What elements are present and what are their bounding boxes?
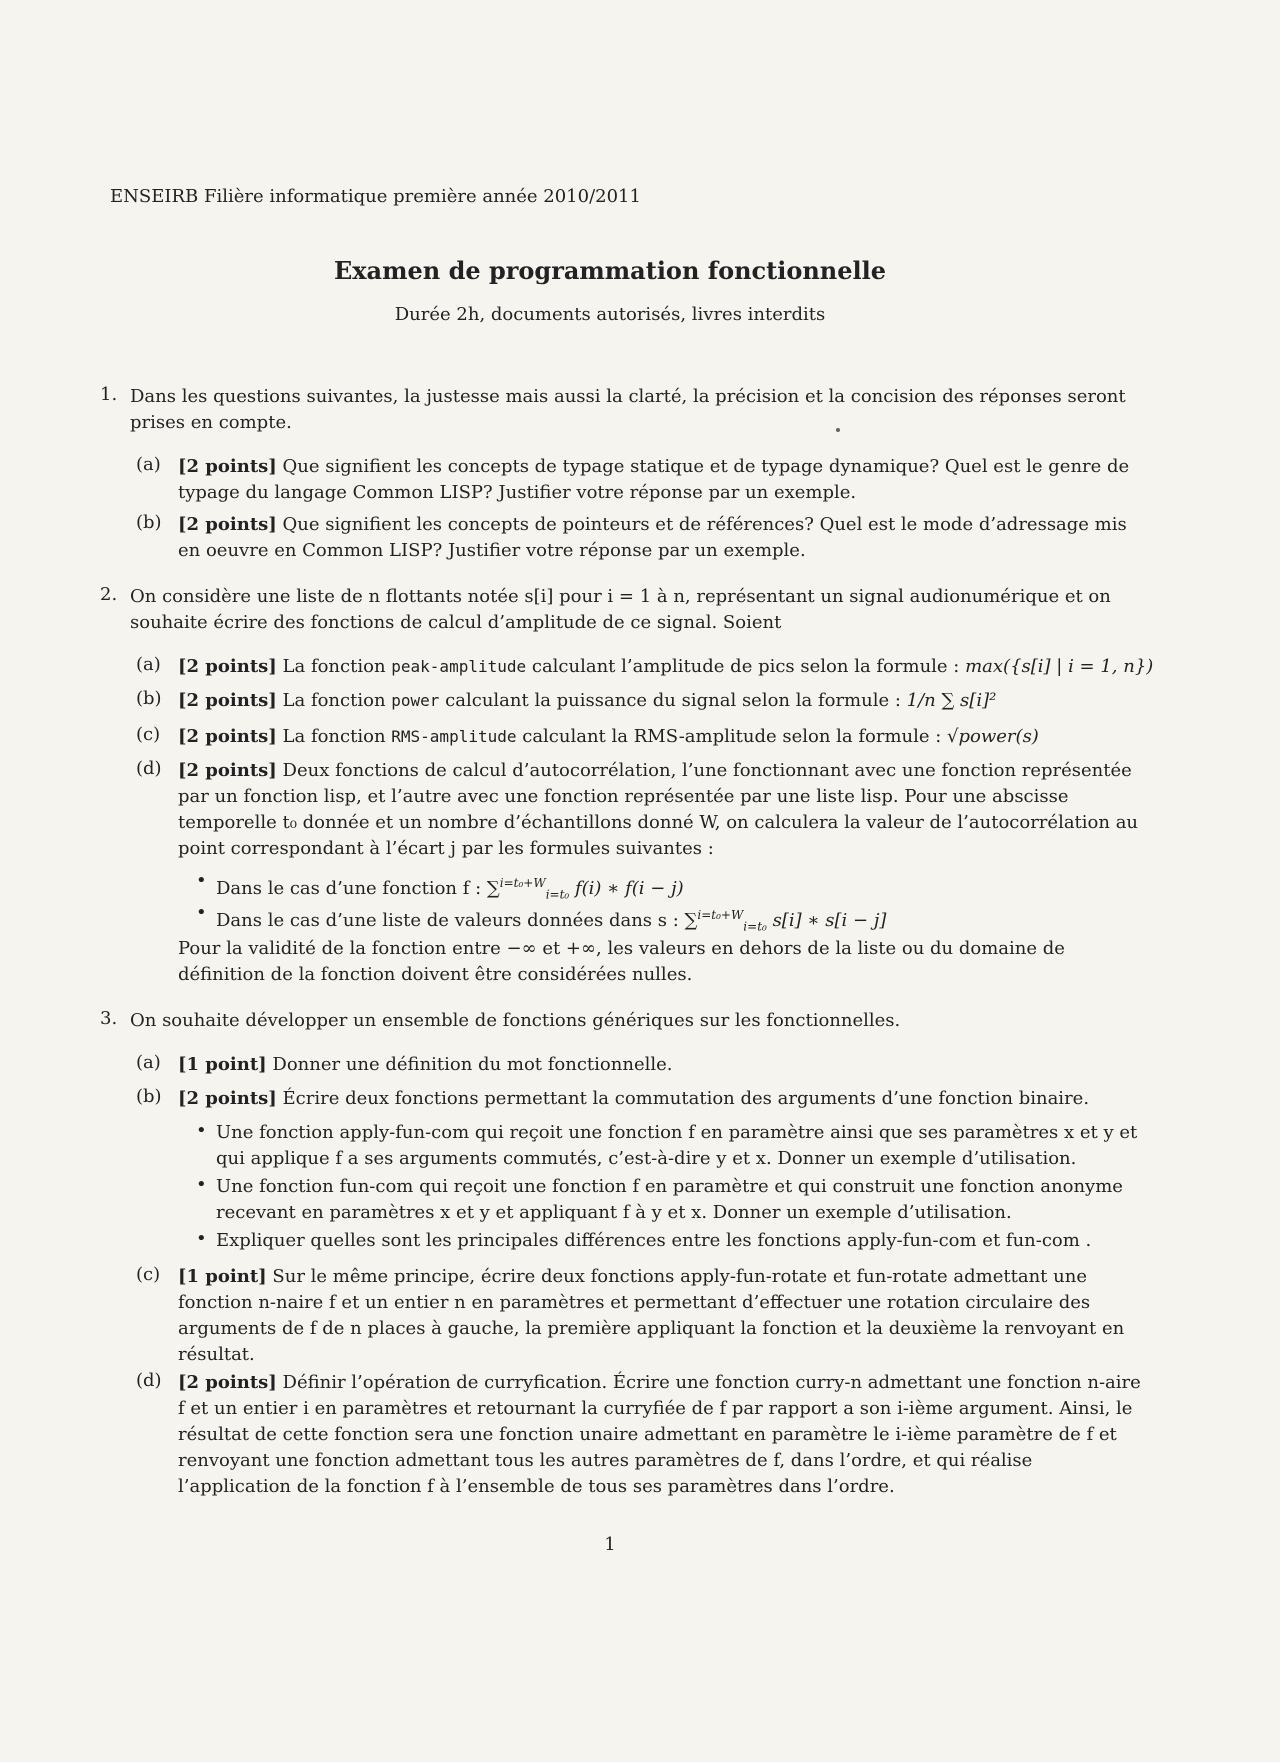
bullet-icon: • bbox=[196, 902, 207, 923]
q2b-code: power bbox=[391, 691, 440, 710]
q3c-points: [1 point] bbox=[178, 1266, 267, 1287]
bullet-icon: • bbox=[196, 1174, 207, 1195]
q2c-post: calculant la RMS-amplitude selon la formule : bbox=[522, 726, 942, 747]
q3a-points: [1 point] bbox=[178, 1054, 267, 1075]
bullet-icon: • bbox=[196, 1120, 207, 1141]
question-3-intro: On souhaite développer un ensemble de fonctions génériques sur les fonctionnelles. bbox=[130, 1010, 901, 1031]
q1a-text bbox=[178, 454, 1148, 506]
q2d-after: Pour la validité de la fonction entre −∞ et +∞, les valeurs en dehors de la liste ou du domaine de définition de la fonction doivent être considérées nulles. bbox=[178, 938, 1065, 985]
q2a-points: [2 points] bbox=[178, 656, 277, 677]
q3d-body: Définir l’opération de curryfication. Écrire une fonction curry-n admettant une fonction n-aire f et un entier i en paramètres et retournant la curryfiée de f par rapport a son i-ième argument. Ainsi, le résultat de cette fonction sera une fonction unaire admettant en paramètre le i-ième paramètre de f et renvoyant une fonction admettant tous les autres paramètres de f, dans l’ordre, et qui réalise l’application de la fonction f à l’ensemble de tous ses paramètres dans l’ordre. bbox=[178, 1372, 1141, 1497]
q2b-formula: 1/n ∑ s[i]² bbox=[906, 690, 997, 711]
ink-dot bbox=[836, 428, 840, 432]
q2a-pre: La fonction bbox=[282, 656, 386, 677]
q2d-points: [2 points] bbox=[178, 760, 277, 781]
question-1-number: 1. bbox=[100, 384, 118, 405]
q2d-text bbox=[178, 758, 1148, 862]
q2d-bullet-2-text: Dans le cas d’une liste de valeurs données dans s : bbox=[216, 910, 679, 931]
q2c-points: [2 points] bbox=[178, 726, 277, 747]
q2d-bullet-1-text: Dans le cas d’une fonction f : bbox=[216, 878, 482, 899]
q2d-body: Deux fonctions de calcul d’autocorrélation, l’une fonctionnant avec une fonction représentée par un fonction lisp, et l’autre avec une fonction représentée par une liste lisp. Pour une abscisse temporelle t₀ donnée et un nombre d’échantillons donné W, on calculera la valeur de l’autocorrélation au point correspondant à l’écart j par les formules suivantes : bbox=[178, 760, 1139, 859]
q2c-pre: La fonction bbox=[282, 726, 386, 747]
q2c-code: RMS-amplitude bbox=[391, 727, 517, 746]
q2a-formula: max({s[i] | i = 1, n}) bbox=[965, 656, 1154, 677]
q2d-label: (d) bbox=[136, 758, 162, 779]
q2c-text bbox=[178, 724, 1148, 750]
q2b-pre: La fonction bbox=[282, 690, 386, 711]
q1b-points: [2 points] bbox=[178, 514, 277, 535]
q2a-text bbox=[178, 654, 1154, 680]
exam-header: ENSEIRB Filière informatique première année 2010/2011 bbox=[110, 186, 641, 207]
q3d-points: [2 points] bbox=[178, 1372, 277, 1393]
q3c-body: Sur le même principe, écrire deux fonctions apply-fun-rotate et fun-rotate admettant une fonction n-naire f et un entier n en paramètres et permettant d’effectuer une rotation circulaire des arguments de f de n places à gauche, la première appliquant la fonction et la deuxième la renvoyant en résultat. bbox=[178, 1266, 1125, 1365]
q2a-label: (a) bbox=[136, 654, 161, 675]
page-number: 1 bbox=[604, 1534, 616, 1555]
q3b-label: (b) bbox=[136, 1086, 162, 1107]
q2a-code: peak-amplitude bbox=[391, 657, 527, 676]
q2d-bullet-2 bbox=[216, 902, 1146, 940]
q1b-label: (b) bbox=[136, 512, 162, 533]
q3d-text bbox=[178, 1370, 1148, 1500]
q3b-bullet-3: Expliquer quelles sont les principales différences entre les fonctions apply-fun-com et fun-com . bbox=[216, 1230, 1092, 1251]
q3d-label: (d) bbox=[136, 1370, 162, 1391]
q1b-text bbox=[178, 512, 1148, 564]
q1a-label: (a) bbox=[136, 454, 161, 475]
sum-symbol-2: ∑$^{i=t_0+W}_{i=t_0}$ bbox=[684, 908, 767, 934]
q3c-text bbox=[178, 1264, 1148, 1368]
q2b-label: (b) bbox=[136, 688, 162, 709]
q3b-bullet-2: Une fonction fun-com qui reçoit une fonction f en paramètre et qui construit une fonction anonyme recevant en paramètres x et y et appliquant f à y et x. Donner un exemple d’utilisation. bbox=[216, 1176, 1123, 1223]
q2c-label: (c) bbox=[136, 724, 161, 745]
question-3-number: 3. bbox=[100, 1008, 118, 1029]
q3b-body: Écrire deux fonctions permettant la commutation des arguments d’une fonction binaire. bbox=[282, 1088, 1090, 1109]
question-2-intro: On considère une liste de n flottants notée s[i] pour i = 1 à n, représentant un signal audionumérique et on souhaite écrire des fonctions de calcul d’amplitude de ce signal. Soient bbox=[130, 586, 1111, 633]
q2a-post: calculant l’amplitude de pics selon la formule : bbox=[531, 656, 960, 677]
bullet-icon: • bbox=[196, 870, 207, 891]
exam-subtitle: Durée 2h, documents autorisés, livres interdits bbox=[394, 304, 826, 325]
q3b-bullet-1: Une fonction apply-fun-com qui reçoit une fonction f en paramètre ainsi que ses paramètres x et y et qui applique f a ses arguments commutés, c’est-à-dire y et x. Donner un exemple d’utilisation. bbox=[216, 1122, 1138, 1169]
q3a-label: (a) bbox=[136, 1052, 161, 1073]
q1b-body: Que signifient les concepts de pointeurs et de références? Quel est le mode d’adressage mis en oeuvre en Common LISP? Justifier votre réponse par un exemple. bbox=[178, 514, 1127, 561]
q2d-formula-1: f(i) ∗ f(i − j) bbox=[574, 878, 684, 899]
q3c-label: (c) bbox=[136, 1264, 161, 1285]
q2b-post: calculant la puissance du signal selon la formule : bbox=[445, 690, 901, 711]
q3b-points: [2 points] bbox=[178, 1088, 277, 1109]
sum-symbol-1: ∑$^{i=t_0+W}_{i=t_0}$ bbox=[486, 876, 570, 902]
question-1-intro: Dans les questions suivantes, la justesse mais aussi la clarté, la précision et la concision des réponses seront prises en compte. bbox=[130, 386, 1126, 433]
q3a-body: Donner une définition du mot fonctionnelle. bbox=[272, 1054, 673, 1075]
q1a-points: [2 points] bbox=[178, 456, 277, 477]
q3b-text bbox=[178, 1086, 1148, 1112]
q2b-text bbox=[178, 688, 1148, 714]
q2b-points: [2 points] bbox=[178, 690, 277, 711]
q2c-formula: √power(s) bbox=[947, 726, 1039, 747]
bullet-icon: • bbox=[196, 1228, 207, 1249]
q2d-formula-2: s[i] ∗ s[i − j] bbox=[772, 910, 887, 931]
question-2-number: 2. bbox=[100, 584, 118, 605]
exam-title: Examen de programmation fonctionnelle bbox=[333, 256, 887, 285]
q1a-body: Que signifient les concepts de typage statique et de typage dynamique? Quel est le genre de typage du langage Common LISP? Justifier votre réponse par un exemple. bbox=[178, 456, 1130, 503]
q3a-text bbox=[178, 1052, 1148, 1078]
